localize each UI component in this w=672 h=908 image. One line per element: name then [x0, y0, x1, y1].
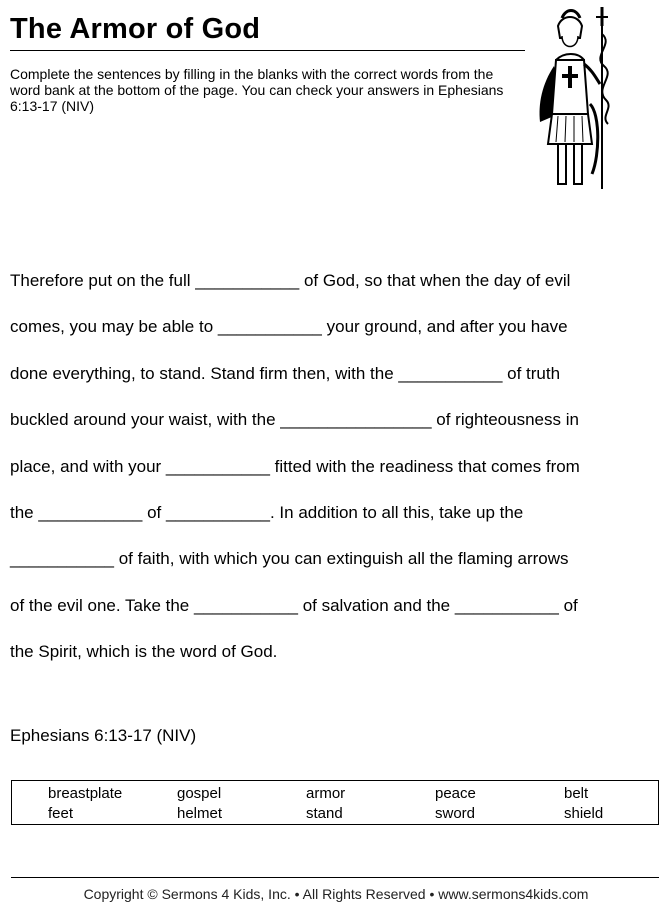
page-title: The Armor of God — [10, 13, 261, 45]
word-bank-item: breastplate — [48, 785, 123, 802]
passage-line: done everything, to stand. Stand firm then, with the ___________ of truth — [10, 363, 561, 383]
passage-line: place, and with your ___________ fitted with the readiness that comes from — [10, 456, 580, 476]
roman-soldier-illustration — [534, 4, 624, 192]
footer-divider — [11, 877, 659, 878]
passage-line: of the evil one. Take the ___________ of salvation and the ___________ of — [10, 595, 578, 615]
word-bank-item: armor — [306, 785, 346, 802]
passage-line: ___________ of faith, with which you can extinguish all the flaming arrows — [10, 549, 569, 569]
instructions: Complete the sentences by filling in the blanks with the correct words from the word bank at the bottom of the page. You can check your answers in Ephesians 6:13-17 (NIV) — [10, 66, 504, 114]
word-bank-item: gospel — [177, 785, 222, 802]
word-bank-item: peace — [435, 785, 476, 802]
word-bank-item: sword — [435, 805, 476, 822]
scripture-reference: Ephesians 6:13-17 (NIV) — [10, 726, 197, 745]
fill-in-passage — [10, 258, 660, 676]
word-bank-item: helmet — [177, 805, 223, 822]
copyright-footer: Copyright © Sermons 4 Kids, Inc. • All Rights Reserved • www.sermons4kids.com — [83, 886, 589, 902]
passage-line: the ___________ of ___________. In addition to all this, take up the — [10, 503, 524, 523]
word-bank-item: stand — [306, 805, 343, 822]
word-bank-item: belt — [564, 785, 589, 802]
title-divider — [10, 50, 525, 51]
word-bank-item: shield — [564, 805, 604, 822]
passage-line: buckled around your waist, with the ________________ of righteousness in — [10, 410, 579, 430]
passage-line: comes, you may be able to ___________ your ground, and after you have — [10, 317, 568, 337]
passage-line: Therefore put on the full ___________ of God, so that when the day of evil — [10, 271, 571, 290]
word-bank — [11, 780, 659, 825]
passage-line: the Spirit, which is the word of God. — [10, 642, 278, 662]
word-bank-item: feet — [48, 805, 74, 822]
